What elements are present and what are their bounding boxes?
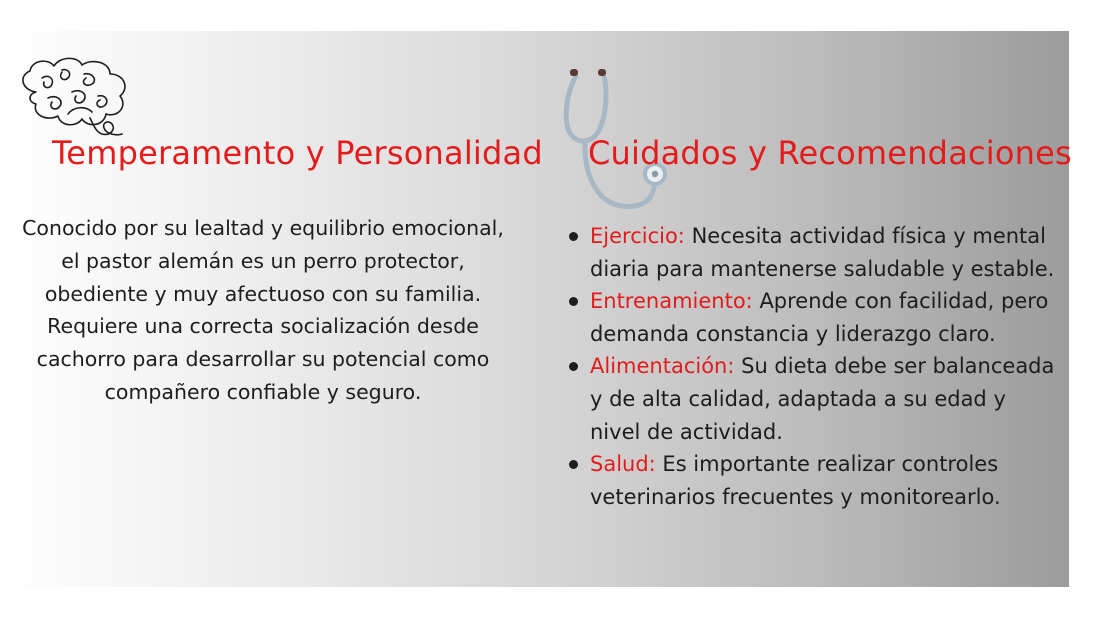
item-text: Necesita actividad física y mental diaria para mantenerse saludable y estable. bbox=[590, 224, 1055, 281]
cuidados-title: Cuidados y Recomendaciones bbox=[588, 134, 1072, 172]
item-text: Aprende con facilidad, pero demanda constancia y liderazgo claro. bbox=[590, 289, 1049, 346]
brain-icon bbox=[12, 54, 136, 138]
temperamento-title: Temperamento y Personalidad bbox=[52, 134, 543, 172]
cuidados-list bbox=[566, 220, 1056, 513]
temperamento-description: Conocido por su lealtad y equilibrio emocional, el pastor alemán es un perro protector, obediente y muy afectuoso con su familia. Requiere una correcta socialización desde cachorro para desarrollar su potencial como compañero confiable y seguro. bbox=[22, 216, 504, 404]
bullet-icon bbox=[569, 297, 578, 306]
bullet-icon bbox=[569, 232, 578, 241]
cuidados-item-ejercicio bbox=[566, 220, 1056, 285]
bullet-icon bbox=[569, 460, 578, 469]
item-label: Ejercicio: bbox=[590, 224, 685, 248]
cuidados-item-entrenamiento bbox=[566, 285, 1056, 350]
cuidados-item-salud bbox=[566, 448, 1056, 513]
item-text: Su dieta debe ser balanceada y de alta calidad, adaptada a su edad y nivel de actividad. bbox=[590, 354, 1055, 444]
item-label: Salud: bbox=[590, 452, 656, 477]
item-label: Alimentación: bbox=[590, 354, 735, 379]
bullet-icon bbox=[569, 362, 578, 371]
item-text: Es importante realizar controles veterinarios frecuentes y monitorearlo. bbox=[590, 452, 1001, 509]
item-label: Entrenamiento: bbox=[590, 289, 753, 314]
cuidados-item-alimentacion bbox=[566, 350, 1056, 448]
